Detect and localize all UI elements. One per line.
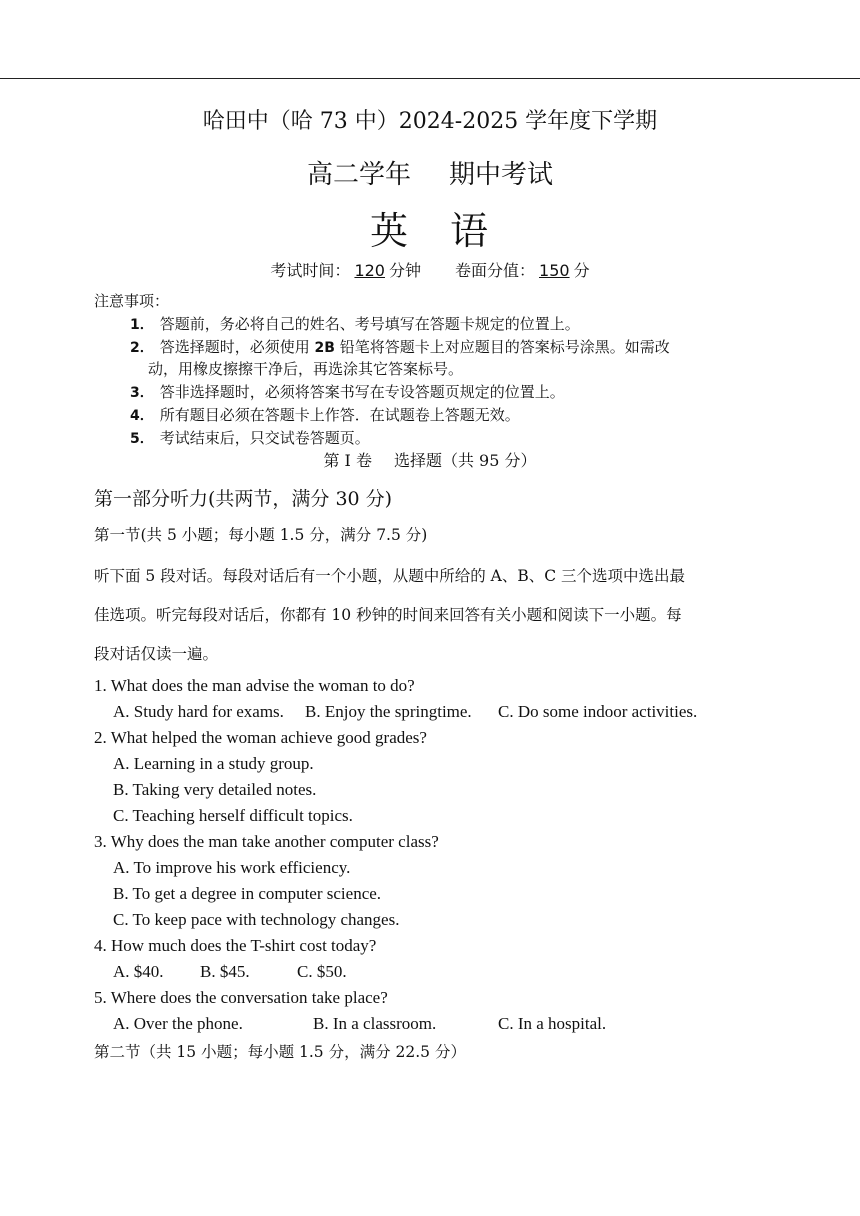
answer-option: A. To improve his work efficiency. bbox=[113, 858, 351, 877]
answer-option: A. Study hard for exams. bbox=[113, 702, 284, 721]
note-continuation: 动，用橡皮擦擦干净后，再选涂其它答案标号。 bbox=[148, 360, 464, 378]
answer-option: C. In a hospital. bbox=[498, 1014, 607, 1033]
note-number: 3． bbox=[130, 385, 154, 401]
grade-label: 高二学年 bbox=[306, 160, 411, 190]
note-text: 铅笔将答题卡上对应题目的答案标号涂黑。如需改 bbox=[334, 338, 670, 356]
time-unit: 分钟 bbox=[388, 261, 421, 280]
answer-option: C. Teaching herself difficult topics. bbox=[113, 806, 353, 825]
question-stem: 4. How much does the T-shirt cost today? bbox=[94, 936, 377, 955]
section2-title: 第二节（共 15 小题；每小题 1.5 分，满分 22.5 分） bbox=[94, 1043, 466, 1061]
note-text: 考试结束后，只交试卷答题页。 bbox=[159, 429, 370, 447]
question-stem: 2. What helped the woman achieve good grades? bbox=[94, 728, 427, 747]
note-number: 2． bbox=[130, 340, 154, 356]
volume-subtitle: 选择题（共 95 分） bbox=[393, 451, 537, 470]
answer-option: C. $50. bbox=[297, 962, 347, 981]
note-text: 答题前，务必将自己的姓名、考号填写在答题卡规定的位置上。 bbox=[159, 315, 580, 333]
notes-title: 注意事项： bbox=[94, 292, 170, 310]
question-stem: 5. Where does the conversation take place? bbox=[94, 988, 388, 1007]
part1-title: 第一部分听力(共两节，满分 30 分) bbox=[94, 488, 393, 510]
pencil-grade: 2B bbox=[314, 340, 335, 356]
time-label: 考试时间： bbox=[270, 261, 351, 280]
note-text: 所有题目必须在答题卡上作答．在试题卷上答题无效。 bbox=[159, 406, 520, 424]
instruction-line: 听下面 5 段对话。每段对话后有一个小题，从题中所给的 A、B、C 三个选项中选出最 bbox=[94, 567, 686, 585]
volume-title: 第 I 卷 bbox=[323, 451, 372, 470]
answer-option: B. Taking very detailed notes. bbox=[113, 780, 317, 799]
school-title: 哈田中（哈 73 中）2024-2025 学年度下学期 bbox=[202, 109, 658, 134]
time-value: 120 bbox=[354, 261, 385, 280]
score-value: 150 bbox=[539, 261, 570, 280]
exam-label: 期中考试 bbox=[449, 160, 554, 190]
instruction-line: 佳选项。听完每段对话后，你都有 10 秒钟的时间来回答有关小题和阅读下一小题。每 bbox=[94, 606, 682, 624]
note-item bbox=[130, 313, 580, 334]
question-stem: 3. Why does the man take another computer class? bbox=[94, 832, 439, 851]
section1-title: 第一节(共 5 小题；每小题 1.5 分，满分 7.5 分) bbox=[94, 526, 428, 544]
subject-char-1: 英 bbox=[369, 209, 410, 253]
answer-option: B. $45. bbox=[200, 962, 250, 981]
note-item bbox=[130, 381, 565, 402]
answer-option: B. In a classroom. bbox=[313, 1014, 437, 1033]
note-item bbox=[130, 336, 670, 357]
note-item bbox=[130, 404, 520, 425]
note-number: 5． bbox=[130, 431, 154, 447]
volume-heading bbox=[0, 448, 860, 471]
answer-option: A. Learning in a study group. bbox=[113, 754, 314, 773]
answer-option: B. To get a degree in computer science. bbox=[113, 884, 382, 903]
note-text: 答选择题时，必须使用 bbox=[159, 338, 315, 356]
question-stem: 1. What does the man advise the woman to do? bbox=[94, 676, 415, 695]
top-rule bbox=[0, 78, 860, 79]
exam-meta bbox=[0, 258, 860, 281]
note-number: 1． bbox=[130, 317, 154, 333]
answer-option: A. Over the phone. bbox=[113, 1014, 243, 1033]
exam-title bbox=[0, 154, 860, 191]
answer-option: C. To keep pace with technology changes. bbox=[113, 910, 400, 929]
answer-option: C. Do some indoor activities. bbox=[498, 702, 698, 721]
note-text: 答非选择题时，必须将答案书写在专设答题页规定的位置上。 bbox=[159, 383, 565, 401]
score-label: 卷面分值： bbox=[455, 261, 536, 280]
subject-title bbox=[0, 200, 860, 255]
score-unit: 分 bbox=[573, 261, 590, 280]
note-item bbox=[130, 427, 370, 448]
answer-option: A. $40. bbox=[113, 962, 164, 981]
answer-option: B. Enjoy the springtime. bbox=[305, 702, 472, 721]
subject-char-2: 语 bbox=[450, 209, 491, 253]
note-number: 4． bbox=[130, 408, 154, 424]
instruction-line: 段对话仅读一遍。 bbox=[94, 645, 219, 663]
